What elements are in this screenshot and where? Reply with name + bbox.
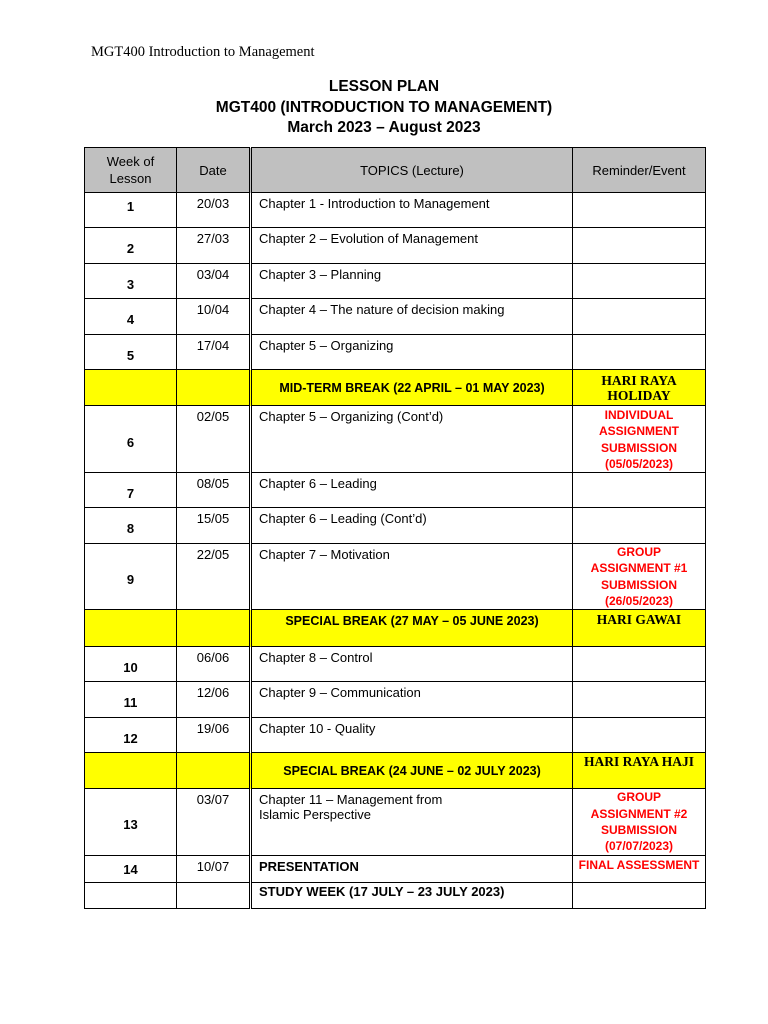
week-cell: 14 xyxy=(85,855,177,882)
table-header-row xyxy=(85,148,706,193)
week-cell xyxy=(85,610,177,647)
reminder-cell: GROUP ASSIGNMENT #1 SUBMISSION (26/05/2023) xyxy=(573,544,706,610)
week-cell: 12 xyxy=(85,718,177,753)
break-row xyxy=(85,370,706,406)
reminder-cell xyxy=(573,882,706,908)
table-row xyxy=(85,406,706,473)
topic-cell: Chapter 2 – Evolution of Management xyxy=(251,228,573,264)
table-row xyxy=(85,682,706,718)
date-cell: 20/03 xyxy=(177,193,251,228)
reminder-cell xyxy=(573,228,706,264)
topic-cell: Chapter 5 – Organizing xyxy=(251,335,573,370)
reminder-cell xyxy=(573,264,706,299)
header-date: Date xyxy=(177,148,251,193)
break-label: SPECIAL BREAK (24 JUNE – 02 JULY 2023) xyxy=(251,753,573,789)
reminder-cell xyxy=(573,718,706,753)
break-row xyxy=(85,610,706,647)
week-cell xyxy=(85,370,177,406)
week-cell: 10 xyxy=(85,647,177,682)
week-cell xyxy=(85,882,177,908)
topic-cell: Chapter 6 – Leading (Cont’d) xyxy=(251,508,573,544)
date-cell: 10/04 xyxy=(177,299,251,335)
event-label: HARI RAYA HAJI xyxy=(573,753,706,789)
week-cell: 7 xyxy=(85,473,177,508)
event-label: HARI GAWAI xyxy=(573,610,706,647)
week-cell: 2 xyxy=(85,228,177,264)
table-row xyxy=(85,299,706,335)
topic-cell: Chapter 3 – Planning xyxy=(251,264,573,299)
table-row xyxy=(85,544,706,610)
lesson-plan-table xyxy=(84,147,706,909)
topic-cell: Chapter 9 – Communication xyxy=(251,682,573,718)
topic-cell: STUDY WEEK (17 JULY – 23 JULY 2023) xyxy=(251,882,573,908)
topic-cell: PRESENTATION xyxy=(251,855,573,882)
table-row xyxy=(85,855,706,882)
header-week-line2: Lesson xyxy=(109,171,152,186)
date-cell: 03/07 xyxy=(177,789,251,855)
topic-cell: Chapter 4 – The nature of decision making xyxy=(251,299,573,335)
table-row xyxy=(85,647,706,682)
reminder-cell xyxy=(573,299,706,335)
doc-title: LESSON PLAN xyxy=(328,78,440,95)
week-cell: 5 xyxy=(85,335,177,370)
week-cell: 6 xyxy=(85,406,177,473)
date-cell: 06/06 xyxy=(177,647,251,682)
table-row xyxy=(85,789,706,855)
topic-cell: Chapter 10 - Quality xyxy=(251,718,573,753)
reminder-cell xyxy=(573,473,706,508)
reminder-cell: FINAL ASSESSMENT xyxy=(573,855,706,882)
topic-cell: Chapter 11 – Management from Islamic Perspective xyxy=(251,789,573,855)
course-title: MGT400 (INTRODUCTION TO MANAGEMENT) xyxy=(215,98,553,116)
reminder-cell: INDIVIDUAL ASSIGNMENT SUBMISSION (05/05/2023) xyxy=(573,406,706,473)
header-reminder: Reminder/Event xyxy=(573,148,706,193)
topic-cell: Chapter 1 - Introduction to Management xyxy=(251,193,573,228)
date-cell: 15/05 xyxy=(177,508,251,544)
reminder-cell xyxy=(573,335,706,370)
table-row xyxy=(85,508,706,544)
date-cell xyxy=(177,370,251,406)
date-cell xyxy=(177,882,251,908)
date-cell: 19/06 xyxy=(177,718,251,753)
week-cell: 1 xyxy=(85,193,177,228)
date-cell: 03/04 xyxy=(177,264,251,299)
date-cell: 02/05 xyxy=(177,406,251,473)
break-label: SPECIAL BREAK (27 MAY – 05 JUNE 2023) xyxy=(251,610,573,647)
break-row xyxy=(85,753,706,789)
week-cell: 4 xyxy=(85,299,177,335)
header-topics: TOPICS (Lecture) xyxy=(251,148,573,193)
date-cell: 08/05 xyxy=(177,473,251,508)
date-cell: 22/05 xyxy=(177,544,251,610)
header-week xyxy=(85,148,177,193)
page-header: MGT400 Introduction to Management xyxy=(91,44,315,60)
header-week-line1: Week of xyxy=(106,154,155,169)
week-cell: 11 xyxy=(85,682,177,718)
date-cell: 10/07 xyxy=(177,855,251,882)
semester-period: March 2023 – August 2023 xyxy=(287,119,481,136)
topic-cell: Chapter 6 – Leading xyxy=(251,473,573,508)
topic-cell: Chapter 7 – Motivation xyxy=(251,544,573,610)
date-cell: 27/03 xyxy=(177,228,251,264)
title-block xyxy=(0,77,768,139)
reminder-cell xyxy=(573,647,706,682)
table-row xyxy=(85,718,706,753)
event-label: HARI RAYA HOLIDAY xyxy=(573,370,706,406)
reminder-cell xyxy=(573,193,706,228)
reminder-cell xyxy=(573,508,706,544)
date-cell xyxy=(177,610,251,647)
table-row xyxy=(85,473,706,508)
topic-cell: Chapter 5 – Organizing (Cont’d) xyxy=(251,406,573,473)
break-label: MID-TERM BREAK (22 APRIL – 01 MAY 2023) xyxy=(251,370,573,406)
date-cell: 12/06 xyxy=(177,682,251,718)
date-cell xyxy=(177,753,251,789)
table-row xyxy=(85,228,706,264)
reminder-cell xyxy=(573,682,706,718)
week-cell: 8 xyxy=(85,508,177,544)
table-row xyxy=(85,264,706,299)
reminder-cell: GROUP ASSIGNMENT #2 SUBMISSION (07/07/2023) xyxy=(573,789,706,855)
week-cell xyxy=(85,753,177,789)
table-row xyxy=(85,335,706,370)
table-row xyxy=(85,193,706,228)
topic-cell: Chapter 8 – Control xyxy=(251,647,573,682)
table-row xyxy=(85,882,706,908)
week-cell: 3 xyxy=(85,264,177,299)
week-cell: 13 xyxy=(85,789,177,855)
week-cell: 9 xyxy=(85,544,177,610)
date-cell: 17/04 xyxy=(177,335,251,370)
